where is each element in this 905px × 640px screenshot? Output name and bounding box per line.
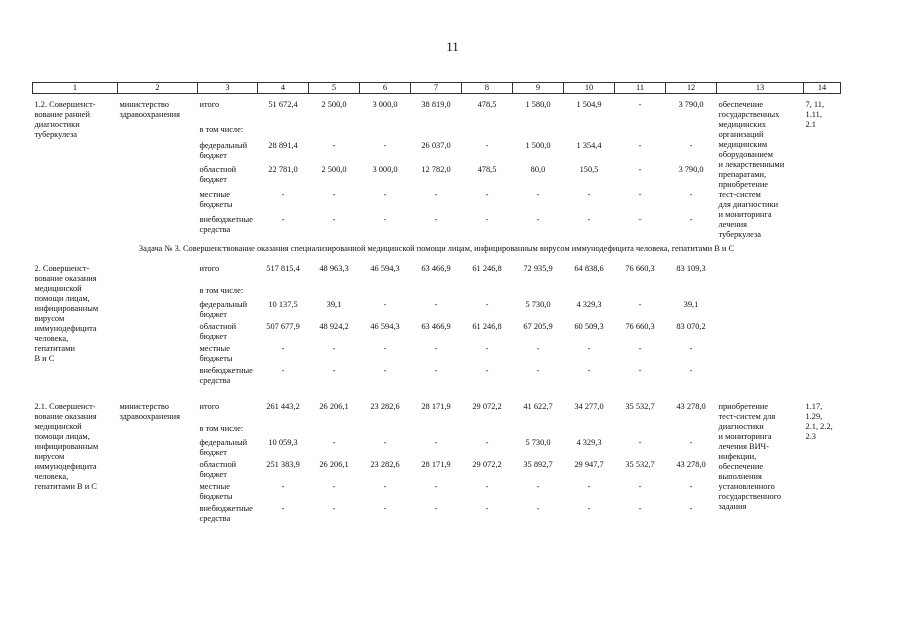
funding-value: -: [638, 366, 642, 375]
funding-value: [462, 125, 513, 141]
expected-result: приобретение тест-систем для диагностики и мониторинга лечения ВИЧ- инфекции, обеспечение выполнения установленного государственного задания: [718, 402, 782, 511]
funding-row: [33, 100, 841, 125]
funding-value: -: [383, 366, 387, 375]
funding-value: -: [281, 482, 285, 491]
funding-value: 83 070,2: [676, 322, 706, 331]
funding-value: -: [434, 504, 438, 513]
funding-value: 1 504,9: [576, 100, 602, 109]
funding-value: 35 892,7: [523, 460, 553, 469]
funding-value: [309, 125, 360, 141]
funding-value: [564, 286, 615, 300]
funding-value: [309, 424, 360, 438]
funding-value: 517 815,4: [266, 264, 300, 273]
funding-value: -: [434, 215, 438, 225]
funding-value: -: [332, 215, 336, 225]
column-number: 14: [804, 83, 841, 94]
funding-value: -: [638, 482, 642, 491]
funding-value: 22 781,0: [268, 165, 298, 175]
funding-source-label: итого: [199, 100, 220, 109]
funding-value: 29 072,2: [472, 460, 502, 469]
funding-value: 29 072,2: [472, 402, 502, 411]
funding-value: -: [332, 366, 336, 375]
funding-value: 4 329,3: [576, 300, 602, 309]
funding-value: 26 037,0: [421, 140, 451, 150]
funding-value: 51 672,4: [268, 100, 298, 109]
funding-source-label: областной бюджет: [199, 322, 237, 341]
funding-value: 478,5: [477, 100, 497, 109]
funding-value: -: [689, 504, 693, 513]
activity-title: 2.1. Совершенст- вование оказания медицинской помощи лицам, инфицированным вирусом иммунодефицита человека, гепатитами В и С: [34, 402, 99, 491]
funding-value: 67 205,9: [523, 322, 553, 331]
funding-value: -: [485, 190, 489, 200]
column-number: 12: [666, 83, 717, 94]
funding-value: -: [485, 300, 489, 309]
funding-value: 48 924,2: [319, 322, 349, 331]
funding-value: -: [536, 190, 540, 200]
funding-value: -: [332, 482, 336, 491]
funding-value: -: [383, 344, 387, 353]
funding-value: -: [332, 504, 336, 513]
funding-value: -: [638, 504, 642, 513]
indicator-numbers: 7, 11, 1.11, 2.1: [805, 100, 825, 129]
funding-value: -: [383, 482, 387, 491]
funding-source-label: внебюджетные средства: [199, 215, 253, 235]
funding-source-label: внебюджетные средства: [199, 504, 253, 523]
funding-value: [513, 125, 564, 141]
funding-value: -: [536, 504, 540, 513]
funding-value: [666, 125, 717, 141]
column-number: 9: [513, 83, 564, 94]
funding-value: -: [332, 140, 336, 150]
funding-value: 12 782,0: [421, 165, 451, 175]
executor: министерство здравоохранения: [119, 100, 180, 119]
funding-value: 43 278,0: [676, 402, 706, 411]
funding-value: -: [587, 215, 591, 225]
funding-value: -: [281, 366, 285, 375]
expected-result: [717, 264, 804, 388]
task-heading-row: [33, 240, 841, 264]
funding-value: 3 000,0: [372, 100, 398, 109]
funding-value: -: [332, 438, 336, 447]
funding-value: -: [485, 344, 489, 353]
funding-value: -: [281, 344, 285, 353]
funding-value: -: [485, 438, 489, 447]
funding-value: [615, 286, 666, 300]
funding-value: -: [281, 190, 285, 200]
funding-row: [33, 402, 841, 424]
funding-value: 251 383,9: [266, 460, 300, 469]
funding-value: 3 790,0: [678, 165, 704, 175]
funding-value: 38 819,0: [421, 100, 451, 109]
funding-value: 39,1: [683, 300, 699, 309]
funding-value: 2 500,0: [321, 165, 347, 175]
funding-value: -: [689, 482, 693, 491]
funding-source-label: федеральный бюджет: [199, 300, 248, 319]
funding-value: 34 277,0: [574, 402, 604, 411]
funding-value: -: [689, 438, 693, 447]
funding-value: 76 660,3: [625, 322, 655, 331]
funding-value: 29 947,7: [574, 460, 604, 469]
funding-value: -: [485, 482, 489, 491]
funding-value: 5 730,0: [525, 300, 551, 309]
funding-value: -: [689, 366, 693, 375]
column-number: 4: [258, 83, 309, 94]
funding-value: 41 622,7: [523, 402, 553, 411]
funding-value: -: [383, 504, 387, 513]
funding-value: 261 443,2: [266, 402, 300, 411]
funding-value: 10 137,5: [268, 300, 298, 309]
funding-value: 26 206,1: [319, 402, 349, 411]
funding-value: [309, 286, 360, 300]
funding-value: -: [587, 482, 591, 491]
funding-value: 72 935,9: [523, 264, 553, 273]
page-number: 11: [446, 39, 459, 54]
funding-value: -: [434, 438, 438, 447]
funding-value: [411, 286, 462, 300]
funding-value: 1 500,0: [525, 140, 551, 150]
funding-value: 28 171,9: [421, 460, 451, 469]
funding-value: -: [689, 140, 693, 150]
funding-value: -: [587, 344, 591, 353]
activity-title: 2. Совершенст- вование оказания медицинской помощи лицам, инфицированным вирусом иммунодефицита человека, гепатитами В и С: [34, 264, 99, 363]
funding-value: [615, 424, 666, 438]
activity-title: 1.2. Совершенст- вование ранней диагностики туберкулеза: [34, 100, 96, 139]
program-table: [32, 82, 841, 526]
funding-value: 43 278,0: [676, 460, 706, 469]
funding-value: 3 790,0: [678, 100, 704, 109]
funding-value: -: [536, 344, 540, 353]
funding-value: -: [587, 190, 591, 200]
funding-source-label: федеральный бюджет: [199, 438, 248, 457]
funding-value: 4 329,3: [576, 438, 602, 447]
funding-value: 1 580,0: [525, 100, 551, 109]
funding-value: 478,5: [477, 165, 497, 175]
spacer-row: [33, 388, 841, 402]
funding-source-label: местные бюджеты: [199, 482, 233, 501]
funding-value: -: [638, 100, 642, 109]
funding-value: 35 532,7: [625, 460, 655, 469]
funding-value: -: [383, 215, 387, 225]
funding-value: 63 466,9: [421, 322, 451, 331]
funding-value: -: [383, 438, 387, 447]
funding-value: -: [485, 140, 489, 150]
funding-value: -: [434, 190, 438, 200]
funding-value: 39,1: [326, 300, 342, 309]
funding-value: [411, 424, 462, 438]
funding-value: -: [689, 190, 693, 200]
funding-value: -: [281, 504, 285, 513]
funding-value: -: [689, 215, 693, 225]
funding-value: -: [536, 366, 540, 375]
executor: [118, 264, 198, 388]
executor: министерство здравоохранения: [119, 402, 180, 421]
funding-value: -: [689, 344, 693, 353]
funding-source-label: итого: [199, 264, 220, 273]
funding-value: -: [485, 366, 489, 375]
funding-value: [513, 424, 564, 438]
funding-value: [513, 286, 564, 300]
column-number: 3: [198, 83, 258, 94]
funding-value: [258, 125, 309, 141]
column-number: 6: [360, 83, 411, 94]
funding-value: [462, 286, 513, 300]
funding-value: 46 594,3: [370, 264, 400, 273]
indicator-numbers: 1.17, 1.29, 2.1, 2.2, 2.3: [805, 402, 833, 441]
funding-value: -: [587, 366, 591, 375]
funding-value: 83 109,3: [676, 264, 706, 273]
funding-value: 5 730,0: [525, 438, 551, 447]
funding-value: 150,5: [579, 165, 599, 175]
funding-value: -: [638, 140, 642, 150]
funding-value: 61 246,8: [472, 322, 502, 331]
funding-source-label: в том числе:: [199, 124, 244, 134]
funding-source-label: областной бюджет: [199, 460, 237, 479]
funding-value: 26 206,1: [319, 460, 349, 469]
funding-source-label: внебюджетные средства: [199, 366, 253, 385]
funding-value: 80,0: [530, 165, 546, 175]
spacer: [33, 388, 841, 402]
funding-source-label: местные бюджеты: [199, 344, 233, 363]
funding-source-label: местные бюджеты: [199, 190, 233, 210]
funding-value: -: [332, 344, 336, 353]
column-number: 10: [564, 83, 615, 94]
funding-value: -: [638, 438, 642, 447]
funding-value: [615, 125, 666, 141]
funding-value: 23 282,6: [370, 402, 400, 411]
funding-value: -: [383, 300, 387, 309]
funding-source-label: федеральный бюджет: [199, 140, 248, 160]
funding-value: -: [638, 190, 642, 200]
expected-result: обеспечение государственных медицинских организаций медицинским оборудованием и лекарственными препаратами, приобретение тест-систем для диагностики и мониторинга лечения туберкулеза: [718, 100, 785, 239]
funding-value: 10 059,3: [268, 438, 298, 447]
funding-value: -: [434, 344, 438, 353]
column-number: 13: [717, 83, 804, 94]
funding-source-label: в том числе:: [199, 424, 244, 433]
funding-value: [258, 424, 309, 438]
funding-value: [462, 424, 513, 438]
column-number-row: [33, 83, 841, 94]
funding-value: 1 354,4: [576, 140, 602, 150]
funding-value: [258, 286, 309, 300]
funding-value: -: [383, 140, 387, 150]
column-number: 2: [118, 83, 198, 94]
funding-value: [666, 424, 717, 438]
funding-value: [360, 286, 411, 300]
funding-value: 61 246,8: [472, 264, 502, 273]
funding-value: -: [536, 215, 540, 225]
task-heading: Задача № 3. Совершенствование оказания специализированной медицинской помощи лицам, инфицированным вирусом иммунодефицита человека, гепатитами В и С: [138, 244, 735, 253]
funding-value: [564, 125, 615, 141]
funding-value: [360, 424, 411, 438]
funding-value: 28 891,4: [268, 140, 298, 150]
funding-value: -: [434, 366, 438, 375]
funding-value: -: [485, 504, 489, 513]
funding-value: [360, 125, 411, 141]
funding-value: 23 282,6: [370, 460, 400, 469]
funding-value: 2 500,0: [321, 100, 347, 109]
column-number: 8: [462, 83, 513, 94]
funding-value: -: [587, 504, 591, 513]
funding-value: 28 171,9: [421, 402, 451, 411]
funding-value: [666, 286, 717, 300]
funding-value: 63 466,9: [421, 264, 451, 273]
funding-source-label: областной бюджет: [199, 165, 237, 185]
funding-value: -: [383, 190, 387, 200]
funding-row: [33, 264, 841, 286]
funding-value: 48 963,3: [319, 264, 349, 273]
funding-value: -: [434, 300, 438, 309]
funding-value: 60 509,3: [574, 322, 604, 331]
funding-value: -: [485, 215, 489, 225]
funding-value: -: [638, 165, 642, 175]
column-number: 7: [411, 83, 462, 94]
funding-value: 46 594,3: [370, 322, 400, 331]
funding-value: -: [332, 190, 336, 200]
funding-value: 35 532,7: [625, 402, 655, 411]
funding-value: -: [281, 215, 285, 225]
indicator-numbers: [804, 264, 841, 388]
funding-value: [564, 424, 615, 438]
funding-value: -: [536, 482, 540, 491]
column-number: 5: [309, 83, 360, 94]
funding-value: -: [434, 482, 438, 491]
funding-value: 507 677,9: [266, 322, 300, 331]
funding-value: -: [638, 344, 642, 353]
funding-value: 3 000,0: [372, 165, 398, 175]
funding-value: -: [638, 215, 642, 225]
funding-value: [411, 125, 462, 141]
column-number: 11: [615, 83, 666, 94]
funding-source-label: итого: [199, 402, 220, 411]
funding-value: -: [638, 300, 642, 309]
program-table-container: [32, 82, 840, 526]
funding-source-label: в том числе:: [199, 286, 244, 295]
funding-value: 76 660,3: [625, 264, 655, 273]
column-number: 1: [33, 83, 118, 94]
funding-value: 64 838,6: [574, 264, 604, 273]
